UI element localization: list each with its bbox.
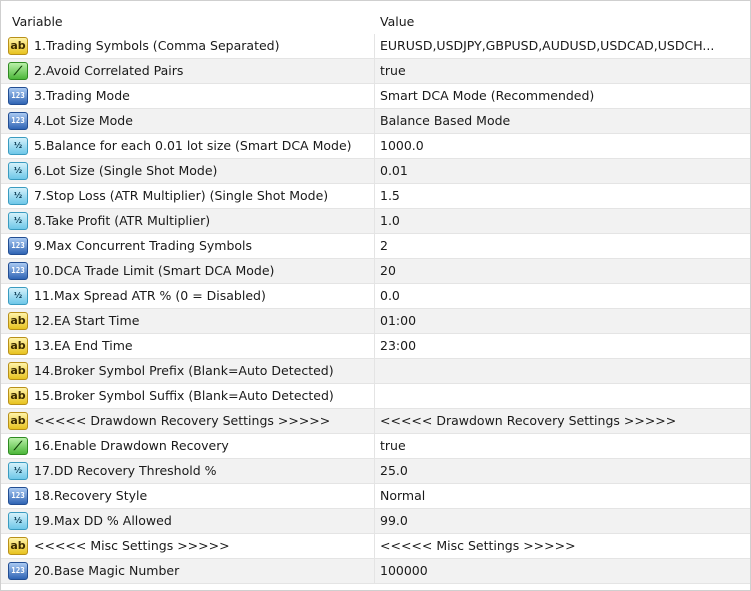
value-cell[interactable]: EURUSD,USDJPY,GBPUSD,AUDUSD,USDCAD,USDCH... <box>380 38 715 53</box>
value-cell[interactable]: <<<<< Misc Settings >>>>> <box>380 538 576 553</box>
variable-label: <<<<< Drawdown Recovery Settings >>>>> <box>34 413 331 428</box>
integer-icon: 123 <box>8 262 28 280</box>
table-row[interactable] <box>1 409 750 434</box>
variable-label: 9.Max Concurrent Trading Symbols <box>34 238 253 253</box>
value-cell[interactable]: true <box>380 63 406 78</box>
variable-label: 11.Max Spread ATR % (0 = Disabled) <box>34 288 266 303</box>
variable-cell[interactable] <box>1 34 375 58</box>
string-icon: ab <box>8 312 28 330</box>
table-row[interactable] <box>1 459 750 484</box>
variable-label: 14.Broker Symbol Prefix (Blank=Auto Detected) <box>34 363 334 378</box>
variable-cell[interactable] <box>1 384 375 408</box>
variable-cell[interactable] <box>1 559 375 583</box>
double-icon: ½ <box>8 512 28 530</box>
value-cell[interactable]: Smart DCA Mode (Recommended) <box>380 88 595 103</box>
variable-cell[interactable] <box>1 109 375 133</box>
variable-cell[interactable] <box>1 84 375 108</box>
value-cell[interactable]: 1000.0 <box>380 138 424 153</box>
value-cell[interactable]: 0.0 <box>380 288 400 303</box>
table-row[interactable] <box>1 209 750 234</box>
variable-cell[interactable] <box>1 284 375 308</box>
column-header-variable[interactable]: Variable <box>12 14 63 29</box>
bool-icon: ⟋ <box>8 437 28 455</box>
variable-label: 7.Stop Loss (ATR Multiplier) (Single Shot Mode) <box>34 188 329 203</box>
table-row[interactable] <box>1 59 750 84</box>
table-row[interactable] <box>1 309 750 334</box>
value-cell[interactable] <box>375 359 750 383</box>
table-row[interactable] <box>1 84 750 109</box>
integer-icon: 123 <box>8 87 28 105</box>
variable-cell[interactable] <box>1 359 375 383</box>
variable-cell[interactable] <box>1 134 375 158</box>
integer-icon: 123 <box>8 112 28 130</box>
variable-cell[interactable] <box>1 234 375 258</box>
variable-label: 3.Trading Mode <box>34 88 130 103</box>
string-icon: ab <box>8 337 28 355</box>
table-row[interactable] <box>1 484 750 509</box>
variable-label: 17.DD Recovery Threshold % <box>34 463 217 478</box>
table-header <box>1 9 750 34</box>
variable-label: 1.Trading Symbols (Comma Separated) <box>34 38 280 53</box>
table-row[interactable] <box>1 134 750 159</box>
value-cell[interactable]: 0.01 <box>380 163 408 178</box>
double-icon: ½ <box>8 212 28 230</box>
table-row[interactable] <box>1 434 750 459</box>
value-cell[interactable]: 20 <box>380 263 396 278</box>
variable-cell[interactable] <box>1 209 375 233</box>
value-cell[interactable]: 99.0 <box>380 513 408 528</box>
table-row[interactable] <box>1 259 750 284</box>
string-icon: ab <box>8 412 28 430</box>
value-cell[interactable] <box>375 384 750 408</box>
variable-cell[interactable] <box>1 259 375 283</box>
table-row[interactable] <box>1 559 750 584</box>
variable-cell[interactable] <box>1 484 375 508</box>
variable-label: 12.EA Start Time <box>34 313 140 328</box>
variable-cell[interactable] <box>1 434 375 458</box>
table-row[interactable] <box>1 184 750 209</box>
variable-cell[interactable] <box>1 459 375 483</box>
string-icon: ab <box>8 537 28 555</box>
value-cell[interactable]: Balance Based Mode <box>380 113 511 128</box>
table-row[interactable] <box>1 359 750 384</box>
parameter-rows <box>1 34 750 584</box>
value-cell[interactable]: 01:00 <box>380 313 417 328</box>
variable-label: 4.Lot Size Mode <box>34 113 133 128</box>
variable-label: 20.Base Magic Number <box>34 563 180 578</box>
variable-label: <<<<< Misc Settings >>>>> <box>34 538 230 553</box>
value-cell[interactable]: 1.5 <box>380 188 400 203</box>
value-cell[interactable]: 1.0 <box>380 213 400 228</box>
variable-label: 10.DCA Trade Limit (Smart DCA Mode) <box>34 263 275 278</box>
variable-label: 16.Enable Drawdown Recovery <box>34 438 229 453</box>
variable-label: 2.Avoid Correlated Pairs <box>34 63 184 78</box>
bool-icon: ⟋ <box>8 62 28 80</box>
column-header-value[interactable]: Value <box>380 14 415 29</box>
string-icon: ab <box>8 387 28 405</box>
value-cell[interactable]: true <box>380 438 406 453</box>
table-row[interactable] <box>1 34 750 59</box>
value-cell[interactable]: 25.0 <box>380 463 408 478</box>
variable-cell[interactable] <box>1 509 375 533</box>
string-icon: ab <box>8 362 28 380</box>
variable-label: 19.Max DD % Allowed <box>34 513 172 528</box>
value-cell[interactable]: Normal <box>380 488 426 503</box>
variable-cell[interactable] <box>1 534 375 558</box>
variable-label: 18.Recovery Style <box>34 488 148 503</box>
value-cell[interactable]: 100000 <box>380 563 428 578</box>
value-cell[interactable]: 2 <box>380 238 388 253</box>
double-icon: ½ <box>8 462 28 480</box>
table-row[interactable] <box>1 509 750 534</box>
table-row[interactable] <box>1 284 750 309</box>
integer-icon: 123 <box>8 562 28 580</box>
string-icon: ab <box>8 37 28 55</box>
variable-cell[interactable] <box>1 59 375 83</box>
variable-label: 6.Lot Size (Single Shot Mode) <box>34 163 218 178</box>
variable-cell[interactable] <box>1 309 375 333</box>
table-row[interactable] <box>1 159 750 184</box>
table-row[interactable] <box>1 109 750 134</box>
double-icon: ½ <box>8 162 28 180</box>
table-row[interactable] <box>1 334 750 359</box>
variable-label: 5.Balance for each 0.01 lot size (Smart DCA Mode) <box>34 138 352 153</box>
integer-icon: 123 <box>8 487 28 505</box>
variable-cell[interactable] <box>1 159 375 183</box>
variable-label: 15.Broker Symbol Suffix (Blank=Auto Detected) <box>34 388 334 403</box>
double-icon: ½ <box>8 187 28 205</box>
table-row[interactable] <box>1 234 750 259</box>
value-cell[interactable]: 23:00 <box>380 338 417 353</box>
variable-label: 8.Take Profit (ATR Multiplier) <box>34 213 211 228</box>
double-icon: ½ <box>8 137 28 155</box>
variable-cell[interactable] <box>1 334 375 358</box>
integer-icon: 123 <box>8 237 28 255</box>
table-row[interactable] <box>1 534 750 559</box>
variable-label: 13.EA End Time <box>34 338 133 353</box>
value-cell[interactable]: <<<<< Drawdown Recovery Settings >>>>> <box>380 413 677 428</box>
double-icon: ½ <box>8 287 28 305</box>
variable-cell[interactable] <box>1 184 375 208</box>
table-row[interactable] <box>1 384 750 409</box>
variable-cell[interactable] <box>1 409 375 433</box>
